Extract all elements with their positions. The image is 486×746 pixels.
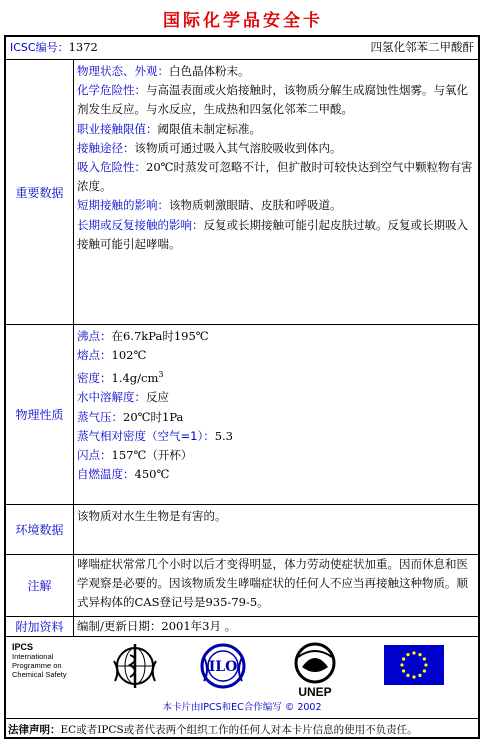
important-item-text: 该物质刺激眼睛、皮肤和呼吸道。 — [169, 198, 342, 213]
physical-properties-content — [77, 327, 475, 484]
physical-item-key: 闪点： — [77, 448, 112, 463]
card-title: 国际化学品安全卡 — [163, 11, 323, 31]
physical-item-value: 20℃时1Pa — [123, 409, 184, 424]
icsc-card — [4, 35, 480, 739]
logos-row — [6, 637, 478, 719]
physical-item-value: 1.4g/cm — [111, 371, 159, 386]
physical-item — [77, 327, 475, 346]
physical-item-key: 蒸气压： — [77, 409, 123, 424]
ilo-label: ILO — [208, 659, 238, 675]
icsc-label: ICSC编号： — [10, 41, 69, 54]
legal-label: 法律声明： — [8, 724, 61, 736]
environment-text: 该物质对水生生物是有害的。 — [77, 509, 227, 523]
ipcs-logo — [12, 643, 67, 679]
icsc-id — [10, 37, 98, 58]
important-item — [77, 216, 475, 254]
physical-item-key: 熔点： — [77, 348, 112, 363]
important-item-key: 长期或反复接触的影响： — [77, 217, 204, 232]
important-item — [77, 81, 475, 119]
physical-item-value: 在6.7kPa时195℃ — [111, 329, 209, 343]
unep-label: UNEP — [298, 685, 332, 699]
important-item-key: 物理状态、外观： — [77, 64, 169, 78]
important-item-text: 反复或长期接触可能引起皮肤过敏。反复或长期吸入接触可能引起哮喘。 — [77, 217, 468, 251]
important-data-row — [6, 60, 478, 325]
physical-item — [77, 427, 475, 446]
eu-flag-icon — [384, 645, 444, 685]
physical-item — [77, 365, 475, 388]
physical-item-value: 5.3 — [214, 428, 233, 443]
important-item — [77, 158, 475, 196]
physical-item-key: 沸点： — [77, 329, 112, 343]
physical-item — [77, 408, 475, 427]
important-item-key: 职业接触限值： — [77, 121, 158, 136]
icsc-number: 1372 — [68, 40, 98, 54]
important-item-text: 与高温表面或火焰接触时，该物质分解生成腐蚀性烟雾。与氧化剂发生反应。与水反应，生成热和四氢化邻苯二甲酸。 — [77, 83, 468, 117]
physical-item-key: 密度： — [77, 371, 112, 386]
important-item — [77, 120, 475, 139]
notes-text: 哮喘症状常常几个小时以后才变得明显，体力劳动使症状加重。因而休息和医学观察是必要的。因该物质发生哮喘症状的任何人不应当再接触这种物质。顺式异构体的CAS登记号是935-79-5。 — [77, 557, 468, 610]
physical-item-superscript: 3 — [158, 370, 164, 380]
important-item-text: 白色晶体粉末。 — [169, 64, 250, 78]
additional-text: 编制/更新日期：2001年3月 。 — [77, 619, 237, 633]
legal-notice — [6, 719, 478, 741]
important-item-text: 阈限值未制定标准。 — [157, 121, 261, 136]
important-item — [77, 139, 475, 158]
physical-item — [77, 388, 475, 407]
physical-properties-row — [6, 325, 478, 505]
unep-logo-icon — [290, 641, 340, 699]
legal-row — [6, 719, 478, 739]
physical-item — [77, 346, 475, 365]
who-emblem-icon — [110, 641, 160, 691]
physical-item — [77, 465, 475, 484]
ipcs-line2: Programme on — [12, 661, 62, 670]
physical-item-key: 水中溶解度： — [77, 390, 146, 405]
physical-item — [77, 446, 475, 465]
section-label-important: 重要数据 — [6, 60, 74, 324]
important-item-key: 吸入危险性： — [77, 160, 146, 175]
important-item-key: 接触途径： — [77, 140, 135, 155]
physical-item-value: 反应 — [146, 390, 169, 405]
important-item-key: 化学危险性： — [77, 83, 146, 98]
important-item-text: 20℃时蒸发可忽略不计，但扩散时可较快达到空气中颗粒物有害浓度。 — [77, 160, 473, 194]
physical-item-key: 蒸气相对密度（空气=1）： — [77, 428, 215, 443]
additional-row — [6, 617, 478, 637]
important-item-key: 短期接触的影响： — [77, 198, 169, 213]
physical-item-value: 450℃ — [134, 467, 170, 482]
important-item-text: 该物质可通过吸入其气溶胶吸收到体内。 — [134, 140, 342, 155]
important-item — [77, 62, 475, 81]
section-label-environment: 环境数据 — [6, 505, 74, 554]
ipcs-line3: Chemical Safety — [12, 670, 67, 679]
cooperation-note: 本卡片由IPCS和EC合作编写 © 2002 — [162, 702, 322, 713]
ilo-emblem-icon — [198, 641, 248, 691]
section-label-additional: 附加资料 — [6, 617, 74, 636]
header-row — [6, 37, 478, 60]
environment-row — [6, 505, 478, 555]
chemical-name: 四氢化邻苯二甲酸酐 — [370, 40, 474, 54]
section-label-notes: 注解 — [6, 555, 74, 616]
physical-item-key: 自燃温度： — [77, 467, 135, 482]
physical-item-value: 102℃ — [111, 348, 147, 363]
section-label-physical: 物理性质 — [6, 325, 74, 504]
physical-item-value: 157℃（开杯） — [111, 448, 193, 463]
important-item — [77, 196, 475, 215]
ipcs-title: IPCS — [12, 642, 34, 652]
ipcs-line1: International — [12, 652, 54, 661]
important-data-content — [77, 62, 475, 254]
legal-text: EC或者IPCS或者代表两个组织工作的任何人对本卡片信息的使用不负责任。 — [60, 724, 418, 736]
notes-row — [6, 555, 478, 617]
